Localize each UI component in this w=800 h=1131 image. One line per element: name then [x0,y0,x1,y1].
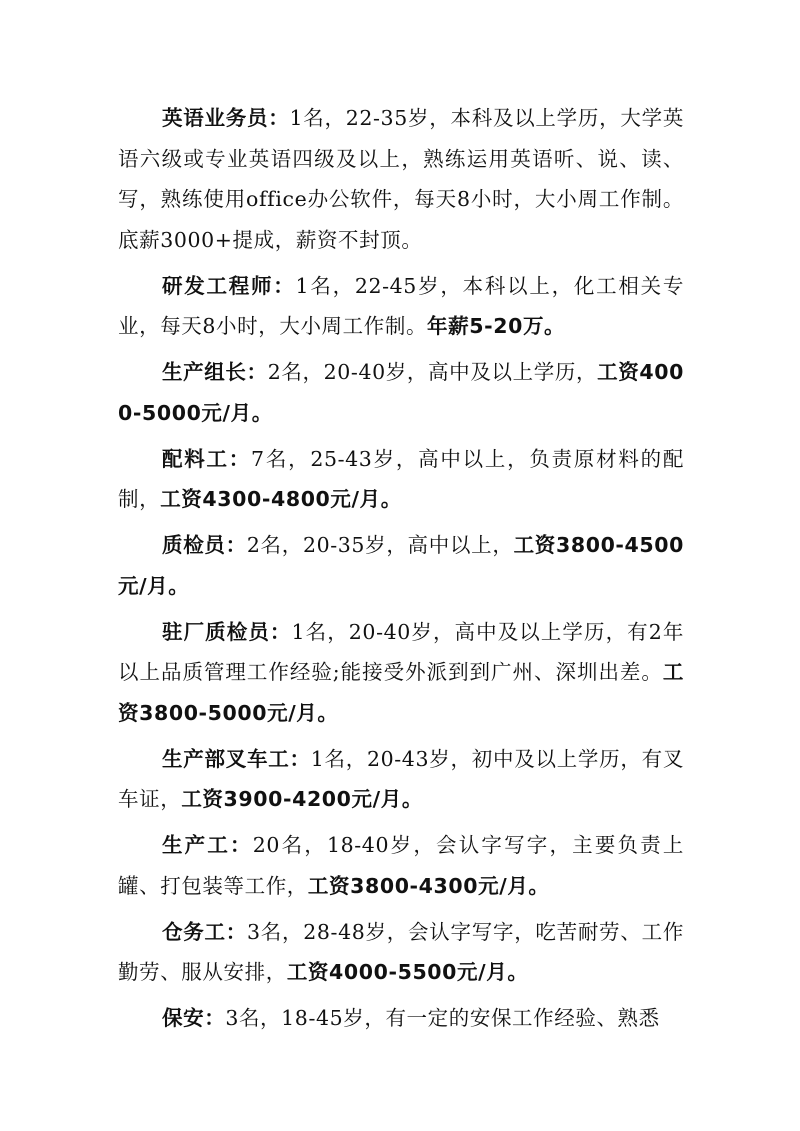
job-title: 英语业务员： [162,106,290,130]
job-salary: 工资3800-4500元/月。 [118,533,684,598]
job-description: 2名，20-40岁，高中及以上学历， [267,360,598,384]
job-salary: 年薪5-20万。 [427,314,566,338]
job-production-worker [118,825,684,906]
job-title: 生产部叉车工： [162,746,311,771]
job-description: 1名，20-43岁，初中及以上学历，有叉车证， [118,746,685,811]
job-salary: 工资4000-5500元/月。 [286,960,529,984]
job-listing-body [118,98,684,1044]
job-onsite-quality-inspector [118,612,684,734]
job-salary: 工资3800-5000元/月。 [118,660,684,725]
job-title: 生产工： [162,833,253,857]
job-salary: 工资3900-4200元/月。 [181,787,423,811]
job-rd-engineer [118,266,684,347]
job-description: 1名，22-45岁，本科以上，化工相关专业，每天8小时，大小周工作制。 [118,273,684,338]
job-salary: 工资4000-5000元/月。 [118,360,685,425]
job-title: 仓务工： [162,919,247,944]
job-title: 研发工程师： [162,273,296,298]
job-description: 2名，20-35岁，高中以上， [246,533,514,557]
job-quality-inspector [118,525,684,606]
job-forklift-operator [118,739,684,820]
job-title: 驻厂质检员： [162,619,292,644]
job-description: 7名，25-43岁，高中以上，负责原材料的配制， [118,446,685,511]
job-title: 保安： [162,1006,226,1030]
job-salary: 工资3800-4300元/月。 [307,873,550,898]
job-description: 1名，20-40岁，高中及以上学历，有2年以上品质管理工作经验;能接受外派到到广州、深圳出差。 [118,619,684,684]
job-title: 生产组长： [162,360,268,384]
job-description: 3名，18-45岁，有一定的安保工作经验、熟悉 [225,1006,660,1030]
job-batching-worker [118,439,684,520]
job-salary: 工资4300-4800元/月。 [160,487,402,511]
job-security-guard [118,998,684,1039]
job-description: 1名，22-35岁，本科及以上学历，大学英语六级或专业英语四级及以上，熟练运用英语听、说、读、写，熟练使用office办公软件，每天8小时，大小周工作制。底薪3000+提成，薪资不封顶。 [118,106,684,252]
job-production-leader [118,352,684,433]
job-english-sales [118,98,684,260]
job-description: 20名，18-40岁，会认字写字，主要负责上罐、打包装等工作， [118,833,684,898]
job-warehouse-worker [118,912,684,993]
job-description: 3名，28-48岁，会认字写字，吃苦耐劳、工作勤劳、服从安排， [118,919,684,984]
job-title: 配料工： [162,446,252,471]
job-title: 质检员： [162,533,247,557]
